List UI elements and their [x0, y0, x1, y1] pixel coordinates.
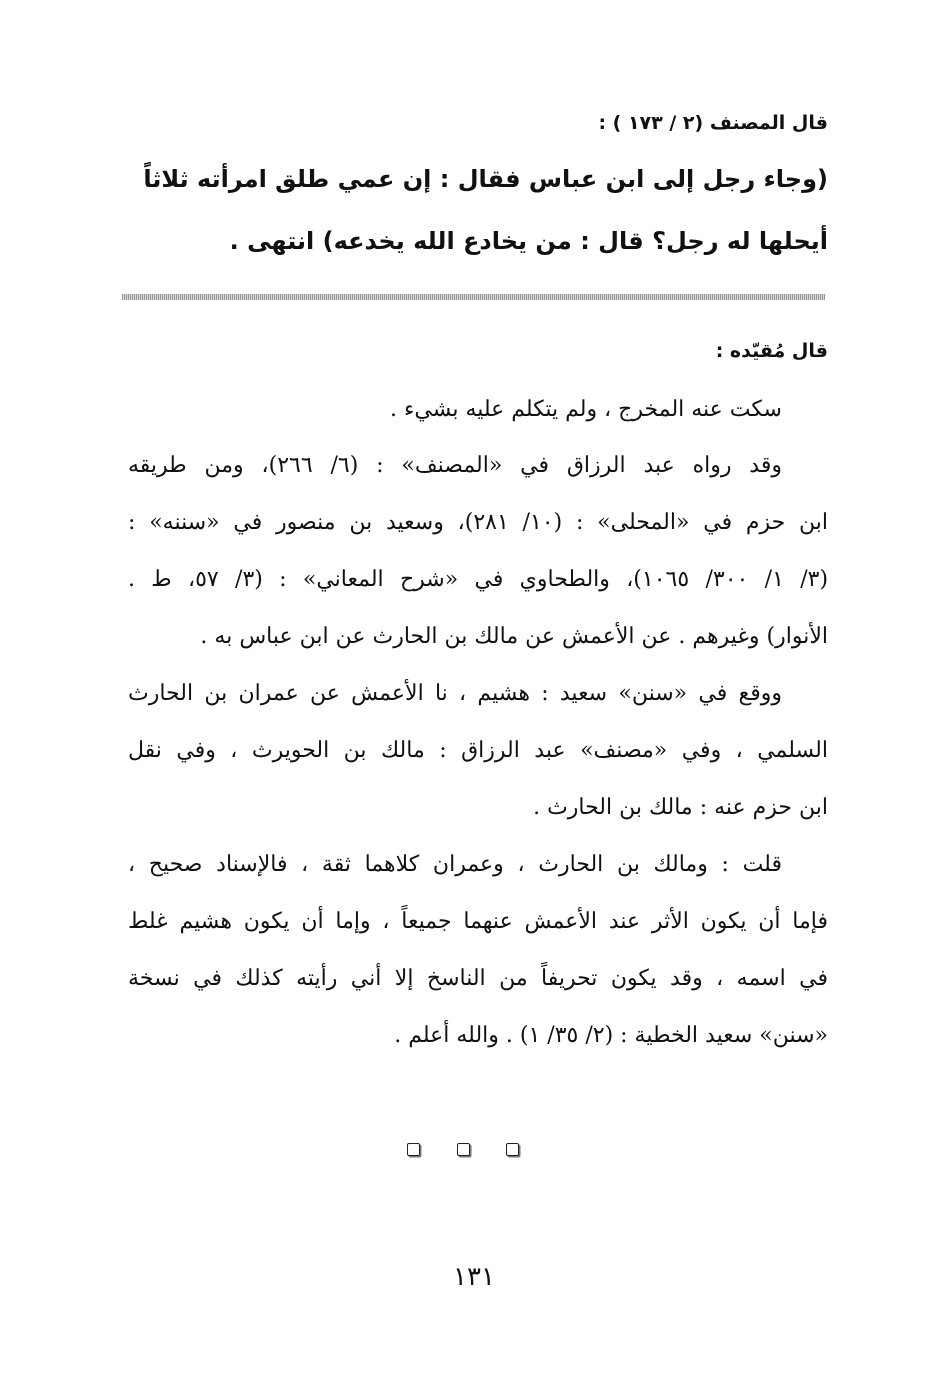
- paragraph-line: السلمي ، وفي «مصنف» عبد الرزاق : مالك بن الحويرث ، وفي نقل: [128, 738, 828, 763]
- quote-line-2: أيحلها له رجل؟ قال : من يخادع الله يخدعه) انتهى .: [229, 227, 828, 255]
- paragraph-line: فإما أن يكون الأثر عند الأعمش عنهما جميعاً ، وإما أن يكون هشيم غلط: [128, 909, 828, 934]
- section-end-ornaments: [407, 1140, 519, 1158]
- commentary-header: قال مُقيّده :: [715, 340, 828, 362]
- author-quote-header: قال المصنف (٢ / ١٧٣ ) :: [598, 112, 828, 134]
- paragraph-line: ابن حزم عنه : مالك بن الحارث .: [533, 795, 828, 820]
- square-ornament-icon: [407, 1143, 420, 1156]
- square-ornament-icon: [506, 1143, 519, 1156]
- section-divider: [122, 294, 825, 300]
- paragraph-line: (٣/ ١/ ٣٠٠/ ١٠٦٥)، والطحاوي في «شرح المعاني» : (٣/ ٥٧، ط .: [128, 567, 829, 592]
- paragraph-line: قلت : ومالك بن الحارث ، وعمران كلاهما ثقة ، فالإسناد صحيح ،: [128, 852, 782, 877]
- square-ornament-icon: [457, 1143, 470, 1156]
- quote-line-1: (وجاء رجل إلى ابن عباس فقال : إن عمي طلق امرأته ثلاثاً: [143, 165, 828, 193]
- paragraph-line: الأنوار) وغيرهم . عن الأعمش عن مالك بن الحارث عن ابن عباس به .: [200, 624, 828, 649]
- paragraph-line: «سنن» سعيد الخطية : (٢/ ٣٥/ ١) . والله أعلم .: [394, 1023, 828, 1048]
- paragraph-line: سكت عنه المخرج ، ولم يتكلم عليه بشيء .: [390, 397, 782, 422]
- paragraph-line: ووقع في «سنن» سعيد : هشيم ، نا الأعمش عن عمران بن الحارث: [128, 681, 782, 706]
- paragraph-line: وقد رواه عبد الرزاق في «المصنف» : (٦/ ٢٦٦)، ومن طريقه: [128, 453, 782, 478]
- paragraph-line: ابن حزم في «المحلى» : (١٠/ ٢٨١)، وسعيد بن منصور في «سننه» :: [128, 510, 828, 535]
- page-number: ١٣١: [453, 1262, 495, 1292]
- paragraph-line: في اسمه ، وقد يكون تحريفاً من الناسخ إلا أني رأيته كذلك في نسخة: [128, 966, 828, 991]
